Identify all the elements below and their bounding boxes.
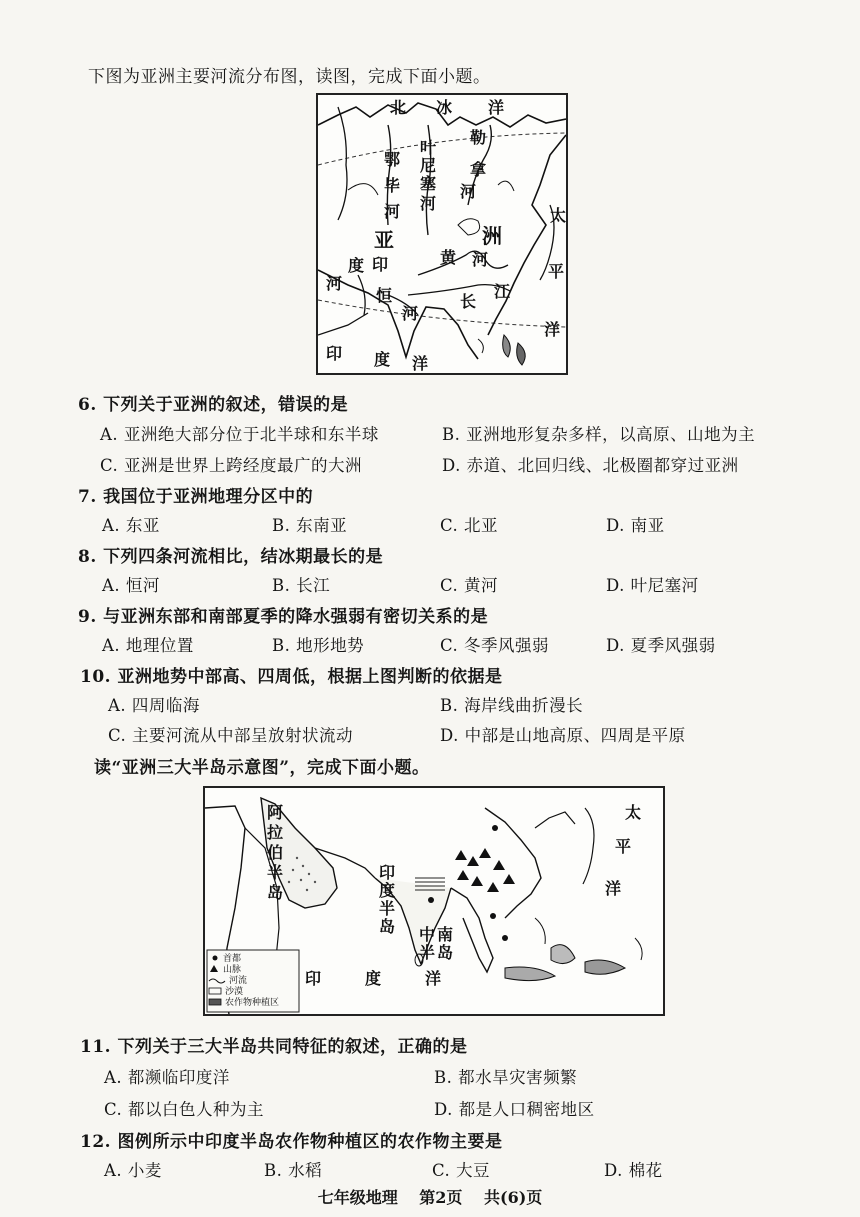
map1-label: 河	[460, 182, 477, 201]
q12-option-a: A. 小麦	[104, 1161, 162, 1180]
map2-label: 印	[305, 969, 322, 988]
map1-label: 印	[326, 344, 343, 363]
map1-label: 洋	[544, 320, 561, 339]
map1-label: 勒	[470, 128, 487, 147]
map2-label: 洋	[425, 969, 442, 988]
map1-label: 恒	[376, 286, 393, 305]
map2-legend	[207, 950, 299, 1012]
q7-option-a: A. 东亚	[102, 516, 160, 535]
legend-crop: 农作物种植区	[225, 998, 280, 1008]
map2-label: 中	[419, 925, 436, 944]
q6-option-b: B. 亚洲地形复杂多样，以高原、山地为主	[442, 425, 756, 444]
q10-option-d: D. 中部是山地高原、四周是平原	[440, 726, 686, 745]
map2-label: 岛	[437, 943, 454, 962]
asia-rivers-map	[316, 93, 568, 375]
q6-option-c: C. 亚洲是世界上跨经度最广的大洲	[100, 456, 363, 475]
intro-map2: 读“亚洲三大半岛示意图”，完成下面小题。	[94, 758, 430, 778]
asia-peninsulas-map	[203, 786, 665, 1016]
map1-label: 太	[550, 206, 566, 225]
q12-option-d: D. 棉花	[604, 1161, 663, 1180]
map2-label: 洋	[605, 879, 622, 898]
map2-label: 平	[615, 837, 632, 856]
q9-option-d: D. 夏季风强弱	[606, 636, 716, 655]
footer-page: 第2页	[419, 1188, 463, 1207]
map2-label: 阿	[267, 803, 284, 822]
question-12: 12. 图例所示中印度半岛农作物种植区的农作物主要是	[80, 1132, 503, 1152]
q12-option-b: B. 水稻	[264, 1161, 323, 1180]
map2-label: 度	[379, 881, 396, 900]
q7-option-d: D. 南亚	[606, 516, 665, 535]
q9-option-b: B. 地形地势	[272, 636, 365, 655]
map1-label: 洲	[482, 224, 502, 248]
map1-label: 塞	[420, 174, 437, 193]
map2-label: 伯	[267, 843, 284, 862]
q7-option-c: C. 北亚	[440, 516, 499, 535]
q11-option-b: B. 都水旱灾害频繁	[434, 1068, 578, 1087]
asia-peninsulas-map-drawing	[205, 788, 663, 1014]
map2-label: 半	[267, 863, 284, 882]
footer-subject: 七年级地理	[317, 1188, 398, 1207]
question-8: 8. 下列四条河流相比，结冰期最长的是	[78, 547, 384, 567]
q8-option-c: C. 黄河	[440, 576, 499, 595]
q11-option-c: C. 都以白色人种为主	[104, 1100, 265, 1119]
q12-option-c: C. 大豆	[432, 1161, 491, 1180]
map1-label: 平	[548, 262, 565, 281]
map1-label: 毕	[384, 176, 401, 195]
map1-label: 长	[460, 292, 477, 311]
intro-map1: 下图为亚洲主要河流分布图，读图，完成下面小题。	[88, 67, 491, 87]
page-footer	[0, 1185, 860, 1208]
q8-option-d: D. 叶尼塞河	[606, 576, 699, 595]
map1-label: 河	[326, 274, 343, 293]
map1-label: 洋	[412, 354, 429, 373]
map1-label: 洋	[488, 98, 505, 117]
map1-label: 拿	[470, 160, 487, 179]
map2-label: 拉	[267, 823, 284, 842]
question-10: 10. 亚洲地势中部高、四周低，根据上图判断的依据是	[80, 667, 503, 687]
q6-option-a: A. 亚洲绝大部分位于北半球和东半球	[100, 425, 379, 444]
map2-label: 半	[419, 943, 436, 962]
map1-label: 黄	[440, 248, 457, 267]
map1-label: 河	[384, 202, 401, 221]
map1-label: 河	[472, 250, 489, 269]
q10-option-a: A. 四周临海	[108, 696, 200, 715]
map1-label: 冰	[436, 98, 453, 117]
map1-label: 江	[494, 282, 511, 301]
question-6: 6. 下列关于亚洲的叙述，错误的是	[78, 395, 349, 415]
legend-desert: 沙漠	[225, 987, 244, 997]
map1-label: 度	[374, 350, 391, 369]
map1-label: 叶	[420, 138, 437, 157]
map1-label: 亚	[374, 228, 394, 252]
map1-label: 度	[348, 256, 365, 275]
q8-option-b: B. 长江	[272, 576, 331, 595]
footer-total: 共(6)页	[484, 1188, 543, 1207]
map1-label: 北	[390, 98, 407, 117]
map1-label: 河	[420, 194, 437, 213]
legend-mountain: 山脉	[223, 965, 242, 975]
map1-label: 河	[402, 304, 419, 323]
question-11: 11. 下列关于三大半岛共同特征的叙述，正确的是	[80, 1037, 468, 1057]
map2-label: 岛	[379, 917, 396, 936]
q8-option-a: A. 恒河	[102, 576, 160, 595]
q10-option-b: B. 海岸线曲折漫长	[440, 696, 584, 715]
map1-label: 鄂	[384, 150, 401, 169]
map2-label: 南	[437, 925, 454, 944]
q11-option-a: A. 都濒临印度洋	[104, 1068, 230, 1087]
map2-label: 印	[379, 863, 396, 882]
asia-rivers-map-drawing	[318, 95, 566, 373]
legend-river: 河流	[229, 976, 248, 986]
map1-label: 印	[372, 255, 389, 274]
map2-label: 度	[365, 969, 382, 988]
q11-option-d: D. 都是人口稠密地区	[434, 1100, 595, 1119]
q9-option-a: A. 地理位置	[102, 636, 194, 655]
q9-option-c: C. 冬季风强弱	[440, 636, 550, 655]
map1-label: 尼	[420, 156, 437, 175]
map2-label: 半	[379, 899, 396, 918]
q10-option-c: C. 主要河流从中部呈放射状流动	[108, 726, 354, 745]
question-9: 9. 与亚洲东部和南部夏季的降水强弱有密切关系的是	[78, 607, 489, 627]
q6-option-d: D. 赤道、北回归线、北极圈都穿过亚洲	[442, 456, 739, 475]
map2-label: 太	[625, 803, 642, 822]
map2-label: 岛	[267, 883, 284, 902]
legend-capital: 首都	[223, 954, 242, 964]
question-7: 7. 我国位于亚洲地理分区中的	[78, 487, 314, 507]
q7-option-b: B. 东南亚	[272, 516, 348, 535]
